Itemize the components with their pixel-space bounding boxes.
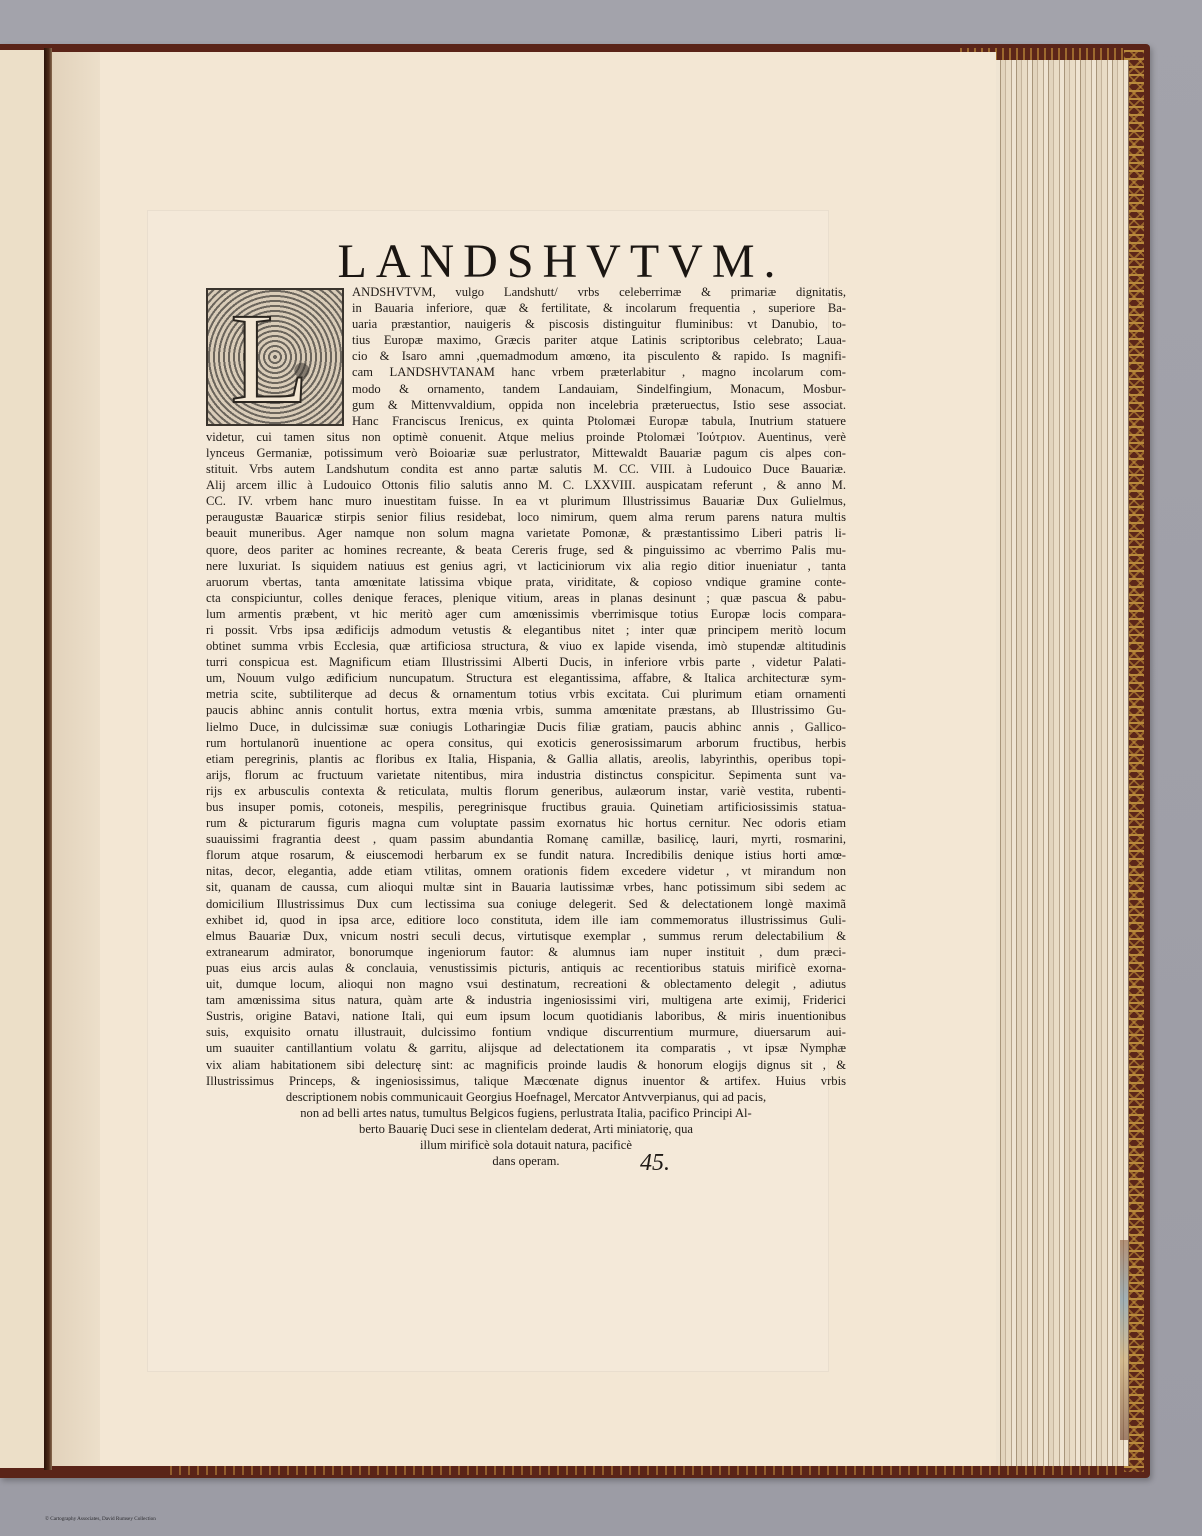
gilt-tooling-bottom [170, 1465, 1124, 1475]
closing-lines [206, 1089, 846, 1169]
text-line: lum armentis præbent, vt hic meritò ager cum amœnissimis vberrimisque totius Europæ locis compara- [206, 606, 846, 621]
text-line: vix aliam habitationem sibi delecturę sint: ac magnificis proinde laudis & honorum elogijs dignus sit , & [206, 1057, 846, 1072]
text-line: uaria præstantior, nauigeris & piscosis distinguitur fluminibus: vt Danubio, to- [352, 317, 846, 332]
book-gutter [44, 48, 52, 1470]
text-line: etiam peregrinis, plantis ac floribus ex Italia, Hispania, & Gallia allatis, areolis, labyrinthis, operibus topi- [206, 751, 846, 766]
text-line: cta conspiciuntur, colles denique feraces, plenique vitium, areas in planas desinunt ; quæ pascua & pabu- [206, 590, 846, 605]
text-line: suauissimi fragrantia deest , quam passim abundantia Romanę camillæ, basilicę, lauri, myrti, rosmarini, [206, 832, 846, 847]
text-line: aruorum vbertas, tanta amœnitate latissima vbique prata, viriditate, & copioso vndique gramine conte- [206, 574, 846, 589]
text-line: in Bauaria inferiore, quæ & fertilitate, & incolarum frequentia , superiore Ba- [352, 301, 846, 316]
decorated-initial [206, 287, 344, 431]
body-text [206, 284, 846, 1089]
text-line: Illustrissimus Princeps, & ingeniosissimus, talique Mæcœnate dignus inuentor & artifex. Huius vrbis [206, 1073, 846, 1088]
text-line: uit, dumque locum, alioqui non magno vsui destinatum, recreationi & oblectamento delegit , adiutus [206, 977, 846, 992]
text-line: bus insuper pomis, cotoneis, mespilis, peregrinisque fructibus grauia. Quinetiam artificiosissimis statua- [206, 800, 846, 814]
text-line: ANDSHVTVM, vulgo Landshutt/ vrbs celeberrimæ & primariæ dignitatis, [352, 285, 846, 299]
text-line: videtur, cui tamen situs non optimè conuenit. Atque melius proinde Ptolomæi Ἰούτριον. Auentinus, verè [206, 429, 846, 444]
text-line: sit, quanam de caussa, cum alioqui multæ sint in Bauaria lautissimæ vrbes, hanc potissimum sibi sedem ac [206, 880, 846, 895]
text-line: lynceus Germaniæ, potissimum verò Boioariæ suæ perlustrator, Mittewaldt Bauariæ pagum cis alpes con- [206, 445, 846, 460]
text-line: stituit. Vrbs autem Landshutum condita est anno partæ salutis M. CC. VIII. à Ludouico Duce Bauariæ. [206, 462, 846, 477]
text-line: rum hortulanorũ inuentione ac opera consitus, qui exoticis generosissimarum arborum fructibus, herbis [206, 735, 846, 750]
text-line: arijs, florum ac fructuum varietate nitentibus, mira industria distinctus conspicitur. Sepimenta sunt va- [206, 767, 846, 782]
closing-line: illum mirificè sola dotauit natura, pacificè [420, 1137, 632, 1152]
text-line: suis, exquisito ornatu illustrauit, dulcissimo fontium vndique discurrentium murmure, diuersarum aui- [206, 1025, 846, 1040]
text-line: modo & ornamento, tandem Landauiam, Sindelfingium, Monacum, Mosbur- [352, 381, 846, 396]
text-line: paucis abhinc annis contulit hortus, extra mœnia vrbis, summa amœnitate præstans, ab Illustrissimo Gu- [206, 703, 846, 718]
text-line: um, Nouum vulgo ædificium nuncupatum. Structura est elegantissima, affabre, & Italica architecturæ sym- [206, 671, 846, 686]
text-line: Sustris, origine Batavi, natione Itali, qui eum ipsum locum quotidianis laboribus, & miris inuentionibus [206, 1009, 846, 1024]
text-line: cam LANDSHVTANAM hanc vrbem præterlabitur , magno incolarum com- [352, 365, 846, 380]
text-line: ri possit. Vrbs ipsa ædificijs admodum vetustis & elegantibus nitet ; inter quæ principem meritò locum [206, 622, 846, 637]
closing-line: dans operam. [492, 1154, 560, 1169]
text-line: lielmo Duce, in dulcissimæ suæ coniugis Lotharingiæ Ducis filiæ gratiam, paucis abhinc annis , Gallico- [206, 719, 846, 734]
text-line: peraugustæ Bauaricæ stirpis senior filius residebat, loco nimirum, quem alma rerum parens natura multis [206, 510, 846, 525]
text-line: Hanc Franciscus Irenicus, ex quinta Ptolomæi Europæ tabula, Inutrium statuere [352, 413, 846, 428]
text-line: rijs ex arbusculis contexta & reticulata, multis florum generibus, aulæorum instar, variè vestita, rubenti- [206, 783, 846, 798]
text-block [206, 235, 846, 1169]
page-shadow [52, 52, 100, 1466]
text-line: puas eius arcis aulas & conclauia, venustissimis picturis, antiquis ac recentioribus statuis mirificè exorna- [206, 960, 846, 975]
text-line: CC. IV. vrbem hanc muro inuestitam fuisse. In ea vt plurimum Illustrissimus Bauariæ Dux Gulielmus, [206, 494, 846, 509]
text-line: metria scite, subtiliterque ad decus & ornamentum totius vrbis excitata. Cui plurimum etiam ornamenti [206, 687, 846, 702]
text-line: nitas, decor, elegantia, adde etiam vtilitas, omnem orationis fidem excedere videtur , vt mirandum non [206, 864, 846, 879]
text-line: nere luxuriat. Is siquidem natiuus est genius agri, vt lacticiniorum vix alia regio ditior inueniatur , tanta [206, 558, 846, 573]
text-line: gum & Mittenvvaldium, oppida non incelebria præteruectus, Istio sese associat. [352, 397, 846, 412]
marbled-endpaper [1120, 1240, 1128, 1440]
text-line: beauit muneribus. Ager namque non solum magna varietate Pomonæ, & præstantissimo Liberi patris li- [206, 526, 846, 541]
text-line: obtinet summa vrbis Ecclesia, quæ artificiosa structura, & viuo ex lapide visenda, imò stupendæ altitudinis [206, 639, 846, 654]
initial-letter: L [230, 287, 310, 431]
text-line: turri conspicua est. Magnificum etiam Illustrissimi Alberti Ducis, in inferiore vrbis parte , videtur Palati- [206, 655, 846, 670]
text-line: elmus Bauariæ Dux, vnicum nostri seculi decus, virtutisque exemplar , summus rerum delectabilium & [206, 928, 846, 943]
closing-line: berto Bauarię Duci sese in clientelam dederat, Arti miniatorię, qua [359, 1121, 693, 1136]
text-line: extranearum admirator, bonorumque ingeniorum fautor: & alumnus iam nuper instituit , dum præci- [206, 944, 846, 959]
closing-line: descriptionem nobis communicauit Georgius Hoefnagel, Mercator Antvverpianus, qui ad pacis, [285, 1089, 767, 1104]
closing-line: non ad belli artes natus, tumultus Belgicos fugiens, perlustrata Italia, pacifico Principi Al- [300, 1105, 752, 1120]
text-line: rum & picturarum figuris magna cum voluptate passim exornatus hic hortus cernitur. Nec odoris etiam [206, 816, 846, 831]
text-line: quore, deos pariter ac homines recreante, & beata Cereris fruge, sed & pinguissimo ac vberrimo Palis mu- [206, 542, 846, 557]
text-line: um suauiter cantillantium volatu & garritu, alijsque ad delectationem ita comparatis , vt ipsæ Nymphæ [206, 1041, 846, 1056]
text-line: florum atque rosarum, & eiuscemodi herbarum ex se fundit natura. Incredibilis denique istius horti amœ- [206, 848, 846, 863]
text-line: tius Europæ maximo, Græcis pariter atque Latinis scriptoribus celebrato; Laua- [352, 333, 846, 348]
copyright-credit: © Cartography Associates, David Rumsey Collection [45, 1516, 156, 1522]
text-line: cio & Isaro amni ,quemadmodum amœno, ita pisculento & rapido. Is magnifi- [352, 349, 846, 364]
text-line: domicilium Illustrissimus Dux cum lectissima sua coniuge delegerit. Sed & delectationem longè maximã [206, 896, 846, 911]
text-line: tam amœnissima situs natura, quàm arte & industria ingeniosissimi viri, multigena arte eximij, Friderici [206, 993, 846, 1008]
text-line: Alij arcem illic à Ludouico Ottonis filio salutis anno M. C. LXXVIII. auspicatam referunt , & anno M. [206, 478, 846, 493]
left-page-edge [0, 50, 44, 1468]
fore-edge-leaves [990, 60, 1129, 1466]
text-line: exhibet id, quod in ipsa arce, editiore loco constituta, idem ille iam commemoratus illustrissimus Guli- [206, 912, 846, 927]
page-title: LANDSHVTVM. [337, 235, 785, 288]
page-number: 45. [640, 1150, 670, 1176]
